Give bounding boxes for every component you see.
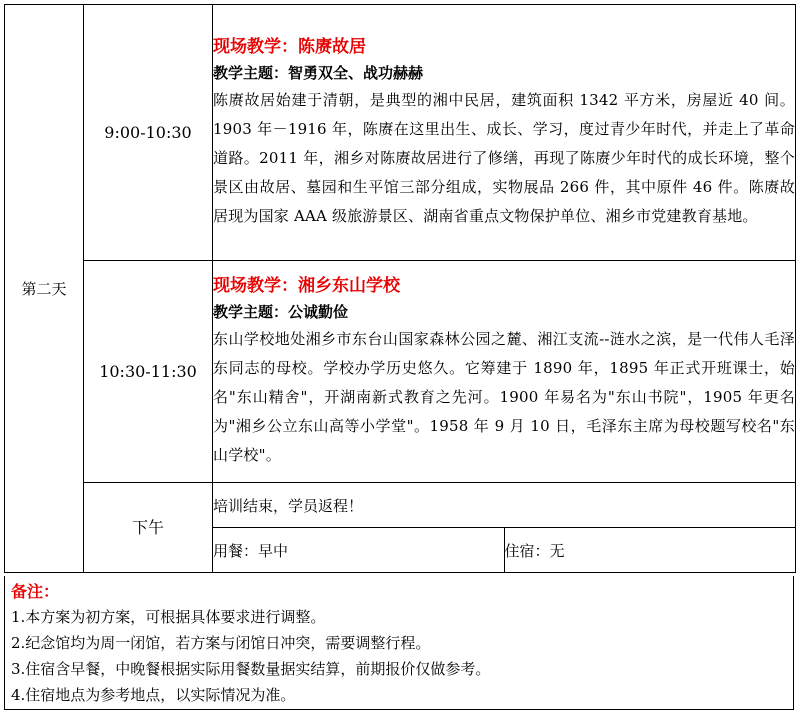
session-title: 现场教学：湘乡东山学校 bbox=[213, 276, 400, 296]
session-description: 陈赓故居始建于清朝，是典型的湘中民居，建筑面积 1342 平方米，房屋近 40 间。1903 年－1916 年，陈赓在这里出生、成长、学习，度过青少年时代，并走上了革命道路。2011 年，湘乡对陈赓故居进行了修缮，再现了陈赓少年时代的成长环境，整个景区由故居、墓园和生平馆三部分组成，实物展品 266 件，其中原件 46 件。陈赓故居现为国家 AAA 级旅游景区、湖南省重点文物保护单位、湘乡市党建教育基地。 bbox=[213, 91, 795, 225]
notes-section bbox=[4, 576, 794, 710]
afternoon-time: 下午 bbox=[84, 483, 213, 573]
note-item: 4.住宿地点为参考地点，以实际情况为准。 bbox=[11, 686, 296, 704]
day-label: 第二天 bbox=[5, 5, 84, 573]
session-title: 现场教学：陈赓故居 bbox=[213, 37, 366, 57]
note-item: 1.本方案为初方案，可根据具体要求进行调整。 bbox=[11, 608, 326, 626]
note-item: 3.住宿含早餐，中晚餐根据实际用餐数量据实结算，前期报价仅做参考。 bbox=[11, 660, 491, 678]
table-row bbox=[5, 5, 796, 261]
session-theme: 教学主题：公诚勤俭 bbox=[213, 303, 349, 321]
afternoon-note: 培训结束，学员返程！ bbox=[213, 483, 796, 528]
session-content bbox=[213, 5, 796, 261]
table-row bbox=[5, 261, 796, 483]
session-content bbox=[213, 261, 796, 483]
lodging-info: 住宿：无 bbox=[504, 528, 796, 573]
table-row bbox=[5, 483, 796, 528]
session-time: 10:30-11:30 bbox=[84, 261, 213, 483]
notes-title: 备注： bbox=[11, 582, 60, 601]
schedule-table bbox=[4, 4, 796, 573]
session-theme: 教学主题：智勇双全、战功赫赫 bbox=[213, 64, 424, 82]
session-description: 东山学校地处湘乡市东台山国家森林公园之麓、湘江支流--涟水之滨，是一代伟人毛泽东同志的母校。学校办学历史悠久。它筹建于 1890 年，1895 年正式开班课士，始名"东山精舍"，开湖南新式教育之先河。1900 年易名为"东山书院"，1905 年更名为"湘乡公立东山高等小学堂"。1958 年 9 月 10 日，毛泽东主席为母校题写校名"东山学校"。 bbox=[213, 330, 795, 464]
note-item: 2.纪念馆均为周一闭馆，若方案与闭馆日冲突，需要调整行程。 bbox=[11, 634, 431, 652]
meal-info: 用餐：早中 bbox=[213, 528, 505, 573]
session-time: 9:00-10:30 bbox=[84, 5, 213, 261]
